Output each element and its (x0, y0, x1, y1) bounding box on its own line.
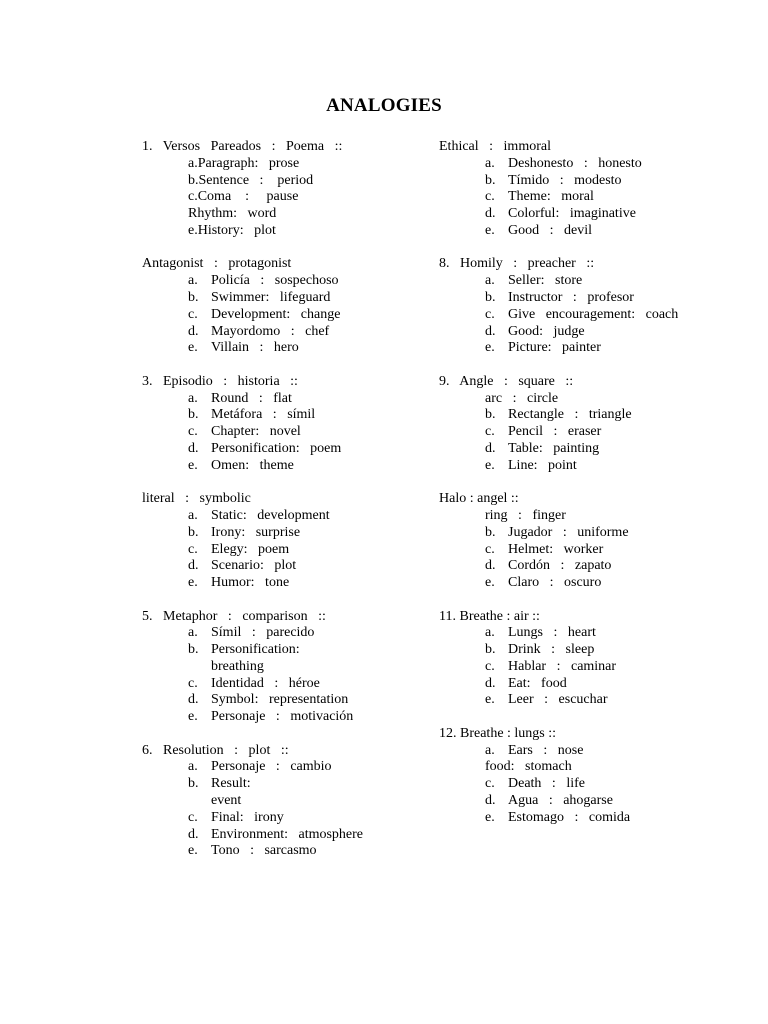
answer-option (439, 206, 759, 223)
answer-option (439, 407, 759, 424)
answer-option (142, 290, 472, 307)
option-text: Colorful: imaginative (508, 206, 636, 222)
option-letter: a. (485, 742, 495, 758)
option-letter: d. (485, 675, 496, 691)
answer-option (439, 307, 759, 324)
question-stem: 3. Episodio : historia :: (142, 373, 298, 389)
option-letter: e. (485, 692, 495, 708)
option-letter: b. (188, 524, 199, 540)
option-letter: b. (485, 407, 496, 423)
option-text: Personification: (211, 642, 300, 658)
option-text: Hablar : caminar (508, 658, 617, 674)
option-text: Agua : ahogarse (508, 793, 613, 809)
option-text: Deshonesto : honesto (508, 155, 642, 171)
option-letter: e. (485, 575, 495, 591)
option-letter: e. (188, 709, 198, 725)
answer-option: event (211, 793, 242, 809)
answer-option (142, 709, 472, 726)
analogy-question (439, 256, 759, 357)
analogy-question (439, 374, 759, 475)
option-text: Theme: moral (508, 189, 594, 205)
question-stem: 9. Angle : square :: (439, 373, 574, 389)
answer-option (142, 575, 472, 592)
option-text: Development: change (211, 306, 341, 322)
answer-option (142, 827, 472, 844)
option-text: Cordón : zapato (508, 558, 612, 574)
answer-option (142, 676, 472, 693)
answer-option (439, 424, 759, 441)
option-letter: d. (188, 323, 199, 339)
option-letter: d. (188, 692, 199, 708)
question-stem: 1. Versos Pareados : Poema :: (142, 139, 343, 154)
option-letter: b. (485, 524, 496, 540)
answer-option (439, 659, 759, 676)
option-text: Static: development (211, 507, 330, 523)
option-text: Helmet: worker (508, 541, 604, 557)
answer-option (439, 189, 759, 206)
option-text: Ears : nose (508, 742, 584, 758)
analogy-question (142, 374, 472, 475)
option-text: Rectangle : triangle (508, 407, 632, 423)
option-text: Give encouragement: coach (508, 306, 679, 322)
answer-option (142, 810, 472, 827)
option-letter: c. (188, 541, 198, 557)
option-letter: a. (188, 273, 198, 289)
answer-option (142, 542, 472, 559)
option-text: Elegy: poem (211, 541, 290, 557)
option-letter: b. (188, 407, 199, 423)
question-stem: 8. Homily : preacher :: (439, 256, 595, 272)
option-letter: d. (188, 558, 199, 574)
option-text: Final: irony (211, 809, 284, 825)
question-stem: literal : symbolic (142, 491, 251, 507)
question-stem: 6. Resolution : plot :: (142, 742, 289, 758)
option-text: Identidad : héroe (211, 675, 320, 691)
option-text: Eat: food (508, 675, 567, 691)
answer-option (142, 458, 472, 475)
answer-option: arc : circle (485, 390, 559, 406)
answer-option (142, 273, 472, 290)
option-letter: d. (485, 323, 496, 339)
answer-option (142, 776, 472, 793)
option-text: Chapter: novel (211, 424, 301, 440)
option-text: Scenario: plot (211, 558, 297, 574)
option-text: Instructor : profesor (508, 289, 634, 305)
option-letter: c. (485, 541, 495, 557)
option-text: Leer : escuchar (508, 692, 608, 708)
analogy-question (439, 726, 759, 827)
option-text: Good : devil (508, 222, 592, 238)
answer-option (142, 391, 472, 408)
answer-option (439, 156, 759, 173)
question-stem: Antagonist : protagonist (142, 256, 292, 272)
option-letter: c. (188, 809, 198, 825)
answer-option (439, 642, 759, 659)
answer-option (439, 558, 759, 575)
option-text: Jugador : uniforme (508, 524, 629, 540)
option-letter: c. (485, 776, 495, 792)
option-text: Metáfora : símil (211, 407, 316, 423)
analogy-question (142, 609, 472, 727)
option-letter: d. (485, 558, 496, 574)
option-text: Pencil : eraser (508, 424, 602, 440)
answer-option (439, 625, 759, 642)
option-letter: e. (188, 575, 198, 591)
option-text: Símil : parecido (211, 625, 315, 641)
answer-option (142, 424, 472, 441)
option-text: Estomago : comida (508, 809, 631, 825)
option-letter: c. (485, 424, 495, 440)
option-letter: e. (485, 222, 495, 238)
option-letter: c. (188, 306, 198, 322)
answer-option (142, 625, 472, 642)
option-text: Personification: poem (211, 440, 342, 456)
option-letter: b. (485, 172, 496, 188)
answer-option (439, 441, 759, 458)
option-letter: e. (188, 340, 198, 356)
option-text: Personaje : cambio (211, 759, 332, 775)
option-letter: d. (485, 206, 496, 222)
option-text: Claro : oscuro (508, 575, 602, 591)
option-text: Environment: atmosphere (211, 826, 364, 842)
answer-option: e.History: plot (188, 222, 276, 238)
answer-option (439, 273, 759, 290)
answer-option (439, 575, 759, 592)
answer-option (142, 324, 472, 341)
option-letter: c. (485, 189, 495, 205)
option-text: Tímido : modesto (508, 172, 622, 188)
answer-option (142, 759, 472, 776)
answer-option (439, 458, 759, 475)
option-letter: a. (188, 625, 198, 641)
option-text: Drink : sleep (508, 642, 595, 658)
option-letter: a. (485, 273, 495, 289)
answer-option: c.Coma : pause (188, 189, 299, 205)
option-letter: d. (485, 793, 496, 809)
option-text: Policía : sospechoso (211, 273, 339, 289)
option-letter: b. (485, 642, 496, 658)
answer-option: ring : finger (485, 507, 566, 523)
analogy-question (439, 139, 759, 240)
answer-option: food: stomach (485, 759, 572, 775)
option-letter: e. (485, 340, 495, 356)
analogy-question (142, 491, 472, 592)
option-text: Table: painting (508, 440, 600, 456)
answer-option (142, 692, 472, 709)
option-letter: a. (188, 507, 198, 523)
answer-option (439, 776, 759, 793)
option-letter: b. (188, 642, 199, 658)
answer-option (439, 290, 759, 307)
analogy-question (142, 743, 472, 861)
answer-option (439, 525, 759, 542)
answer-option (142, 441, 472, 458)
option-letter: a. (485, 625, 495, 641)
option-text: Villain : hero (211, 340, 299, 356)
option-text: Mayordomo : chef (211, 323, 330, 339)
option-letter: a. (188, 390, 198, 406)
option-letter: e. (485, 809, 495, 825)
option-letter: b. (485, 289, 496, 305)
option-text: Result: (211, 776, 251, 792)
option-text: Humor: tone (211, 575, 290, 591)
option-text: Picture: painter (508, 340, 601, 356)
answer-option: a.Paragraph: prose (188, 155, 300, 171)
answer-option (439, 324, 759, 341)
answer-option: breathing (211, 658, 264, 674)
option-text: Line: point (508, 457, 577, 473)
option-text: Lungs : heart (508, 625, 596, 641)
option-letter: a. (188, 759, 198, 775)
answer-option: Rhythm: word (188, 206, 277, 222)
option-text: Irony: surprise (211, 524, 301, 540)
option-letter: c. (485, 306, 495, 322)
answer-option (142, 525, 472, 542)
question-stem: Ethical : immoral (439, 139, 551, 154)
option-letter: d. (188, 440, 199, 456)
option-text: Death : life (508, 776, 585, 792)
question-stem: 11. Breathe : air :: (439, 608, 540, 624)
option-letter: d. (485, 440, 496, 456)
option-letter: c. (188, 675, 198, 691)
option-text: Round : flat (211, 390, 292, 406)
option-text: Tono : sarcasmo (211, 843, 317, 859)
option-text: Good: judge (508, 323, 585, 339)
analogy-question (142, 256, 472, 357)
answer-option (439, 676, 759, 693)
page-title: ANALOGIES (326, 95, 442, 116)
option-letter: e. (485, 457, 495, 473)
answer-option (439, 810, 759, 827)
question-stem: 12. Breathe : lungs :: (439, 725, 557, 741)
answer-option (142, 558, 472, 575)
option-text: Symbol: representation (211, 692, 349, 708)
right-column (439, 139, 759, 843)
answer-option (439, 692, 759, 709)
option-text: Personaje : motivación (211, 709, 354, 725)
answer-option (439, 340, 759, 357)
question-stem: Halo : angel :: (439, 491, 519, 507)
answer-option (439, 793, 759, 810)
analogy-question (439, 609, 759, 710)
left-column (142, 139, 472, 877)
answer-option: b.Sentence : period (188, 172, 314, 188)
answer-option (142, 843, 472, 860)
option-letter: c. (485, 658, 495, 674)
answer-option (439, 542, 759, 559)
option-letter: c. (188, 424, 198, 440)
option-letter: d. (188, 826, 199, 842)
option-letter: e. (188, 843, 198, 859)
answer-option (439, 743, 759, 760)
option-text: Omen: theme (211, 457, 294, 473)
answer-option (142, 407, 472, 424)
option-letter: b. (188, 776, 199, 792)
option-text: Swimmer: lifeguard (211, 289, 331, 305)
option-letter: a. (485, 155, 495, 171)
question-stem: 5. Metaphor : comparison :: (142, 608, 326, 624)
answer-option (142, 307, 472, 324)
answer-option (142, 340, 472, 357)
answer-option (439, 223, 759, 240)
analogy-question (439, 491, 759, 592)
option-text: Seller: store (508, 273, 583, 289)
answer-option (439, 173, 759, 190)
option-letter: b. (188, 289, 199, 305)
answer-option (142, 508, 472, 525)
analogy-question (142, 139, 472, 240)
answer-option (142, 642, 472, 659)
option-letter: e. (188, 457, 198, 473)
